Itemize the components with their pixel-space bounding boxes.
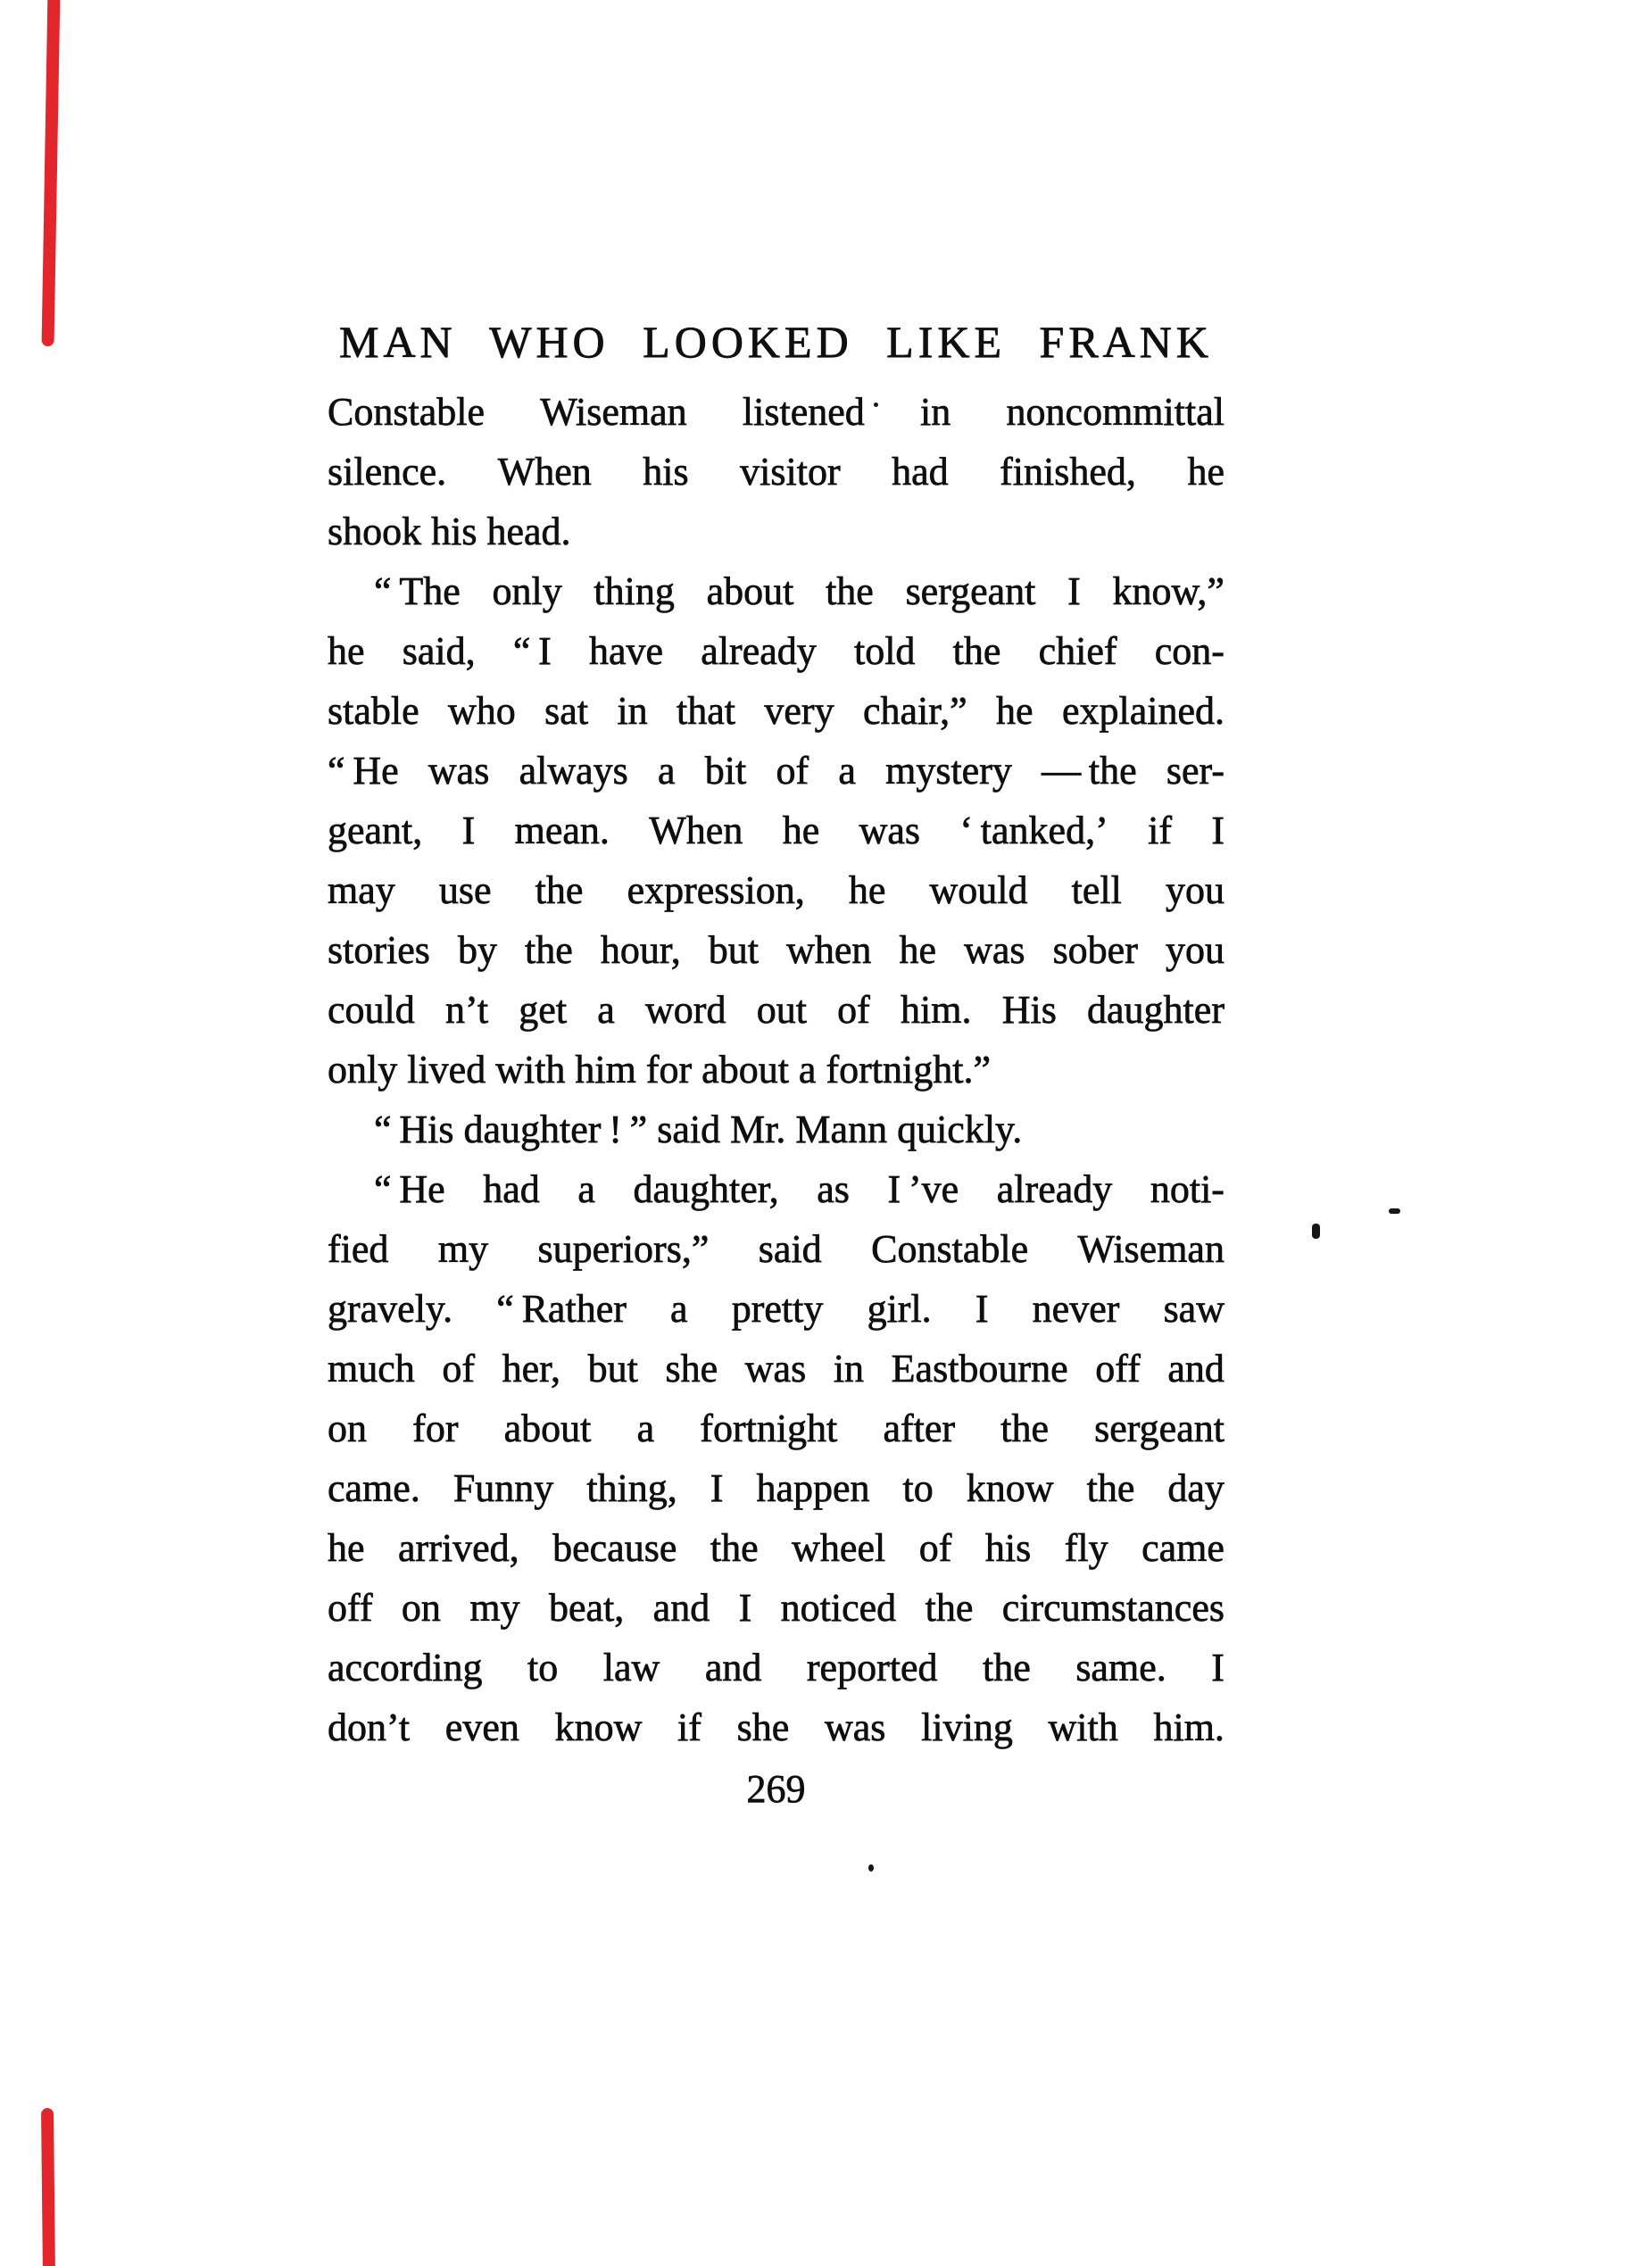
text-line: only lived with him for about a fortnight.” xyxy=(328,1048,991,1091)
text-line: he arrived, because the wheel of his fly came xyxy=(328,1526,1224,1570)
text-line: shook his head. xyxy=(328,510,571,553)
text-line: “ His daughter ! ” said Mr. Mann quickly. xyxy=(374,1108,1023,1151)
scan-speck-dot xyxy=(868,1864,874,1872)
text-line: stable who sat in that very chair,” he explained. xyxy=(328,689,1224,733)
red-edge-mark-top xyxy=(42,0,61,346)
text-line: could n’t get a word out of him. His daughter xyxy=(328,988,1224,1032)
text-line: according to law and reported the same. I xyxy=(328,1646,1224,1689)
text-line: “ The only thing about the sergeant I know,” xyxy=(374,569,1224,613)
scan-speck-dash xyxy=(1389,1208,1400,1214)
text-line: fied my superiors,” said Constable Wiseman xyxy=(328,1227,1224,1271)
text-line: don’t even know if she was living with him. xyxy=(328,1706,1224,1749)
text-line: “ He had a daughter, as I ’ve already noti- xyxy=(374,1167,1224,1211)
page-number: 269 xyxy=(746,1767,806,1811)
text-block xyxy=(328,382,1224,1757)
page-title: MAN WHO LOOKED LIKE FRANK xyxy=(338,317,1214,367)
text-line: silence. When his visitor had finished, he xyxy=(328,450,1224,494)
text-line: geant, I mean. When he was ‘ tanked,’ if I xyxy=(328,809,1224,852)
text-line: much of her, but she was in Eastbourne off and xyxy=(328,1347,1224,1390)
red-edge-mark-bottom xyxy=(41,2108,55,2266)
text-line: he said, “ I have already told the chief con- xyxy=(328,629,1224,673)
text-line: stories by the hour, but when he was sober you xyxy=(328,928,1224,972)
text-line: Constable Wiseman listened in noncommittal xyxy=(328,390,1224,434)
text-line: gravely. “ Rather a pretty girl. I never saw xyxy=(328,1287,1224,1331)
text-line: “ He was always a bit of a mystery — the ser- xyxy=(328,749,1224,793)
text-line: came. Funny thing, I happen to know the day xyxy=(328,1466,1224,1510)
text-line: off on my beat, and I noticed the circumstances xyxy=(328,1586,1224,1630)
text-line: may use the expression, he would tell you xyxy=(328,868,1224,912)
text-line: on for about a fortnight after the sergeant xyxy=(328,1407,1224,1450)
scan-speck xyxy=(874,403,878,407)
scan-speck-tick xyxy=(1312,1224,1320,1239)
